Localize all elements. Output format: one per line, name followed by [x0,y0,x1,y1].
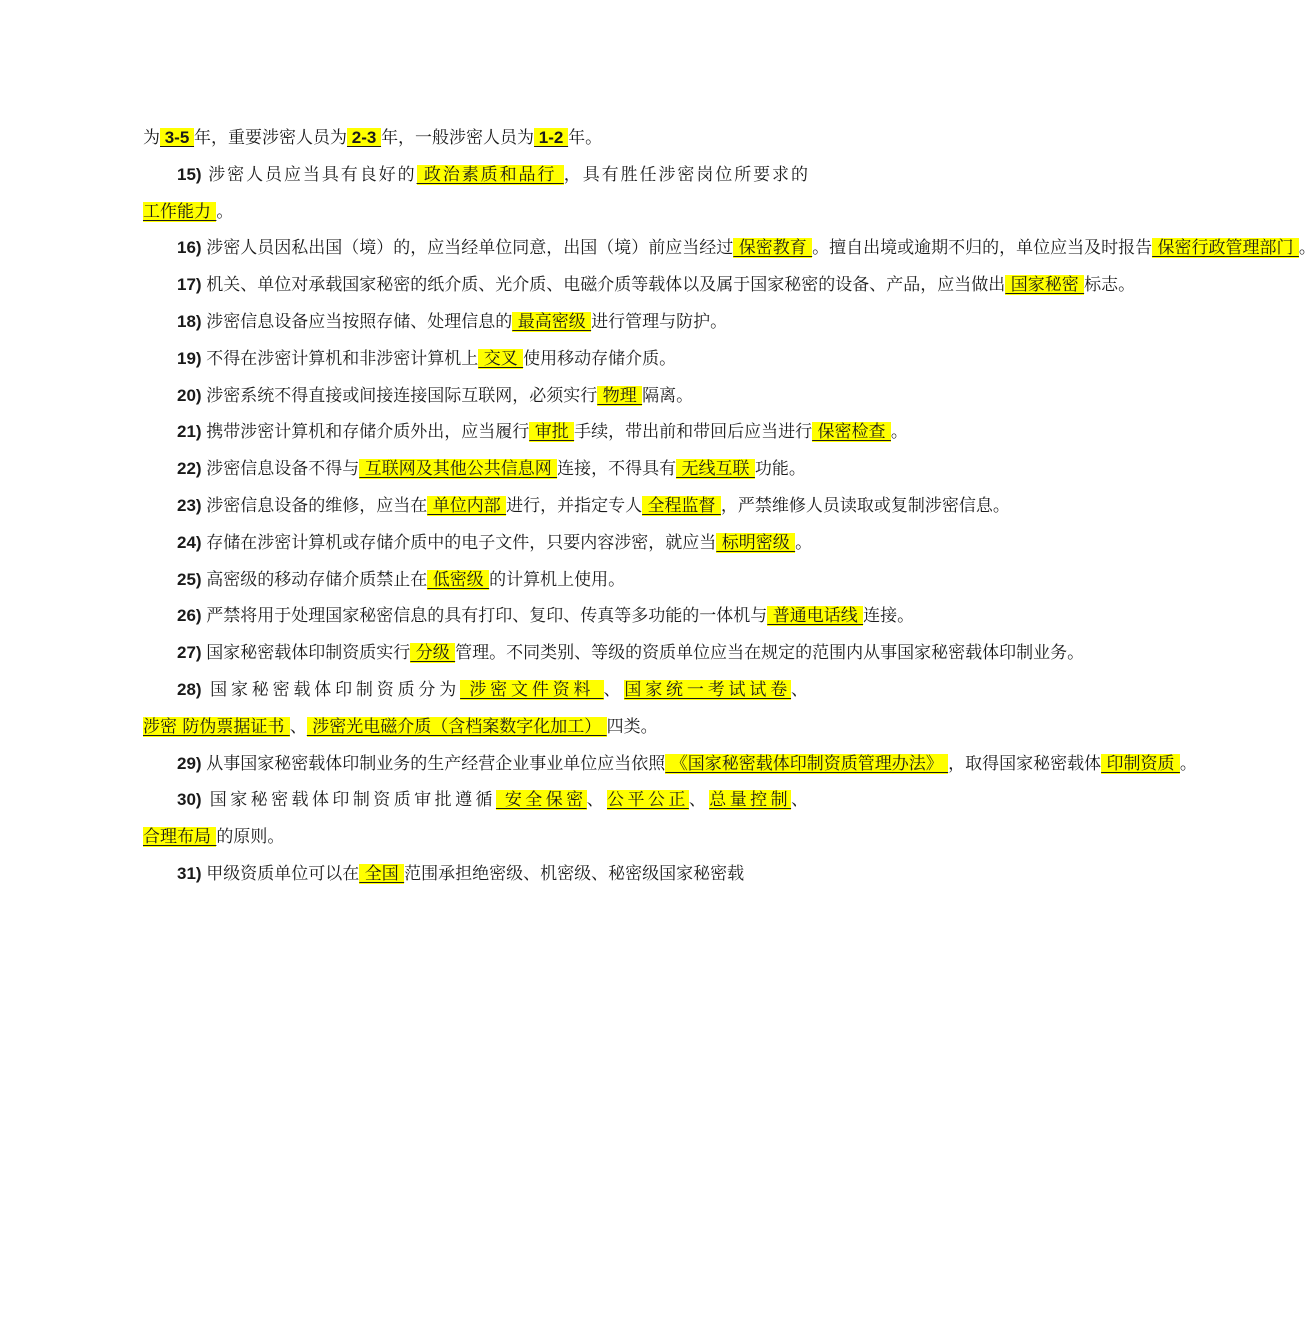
paragraph-17 [143,267,1136,304]
text-run: 。 [1298,238,1316,259]
text-run: 国家秘密载体印制资质分为 [210,679,461,700]
answer-blank: 印制资质 [1101,753,1180,774]
answer-blank: 单位内部 [427,495,507,516]
item-number: 22) [177,459,207,479]
paragraph-25 [143,562,808,599]
answer-blank: 工作能力 [143,201,217,222]
answer-blank: 无线互联 [676,459,755,480]
text-run: 连接。 [863,606,915,627]
text-run: ，具有胜任涉密岗位所要求的 [563,164,808,185]
item-number: 30) [177,790,210,810]
text-run: 涉密人员应当具有良好的 [208,164,417,185]
paragraph-27 [143,635,1085,672]
answer-blank: 涉密 防伪票据证书 [143,716,290,737]
text-run: 功能。 [754,459,806,480]
text-run: 年。 [568,128,603,148]
answer-blank: 保密教育 [733,238,813,259]
text-run: 高密级的移动存储介质禁止在 [206,569,428,590]
answer-blank: 涉密文件资料 [460,679,604,700]
text-run: 进行管理与防护。 [591,311,728,332]
item-number: 17) [177,275,207,295]
text-run: 年，重要涉密人员为 [194,128,348,148]
answer-blank: 合理布局 [143,827,217,848]
paragraph-20 [143,378,808,415]
paragraph-cont [143,120,808,157]
answer-blank: 《国家秘密载体印制资质管理办法》 [665,753,949,774]
paragraph-15 [143,157,808,231]
item-number: 25) [177,569,207,589]
answer-blank: 审批 [529,422,575,443]
text-run: 。 [216,201,234,222]
text-run: 的原则。 [216,827,285,848]
item-number: 21) [177,422,207,442]
paragraph-18 [143,304,808,341]
text-run: 。 [795,532,813,553]
text-run: 年，一般涉密人员为 [381,128,535,148]
text-run: 连接，不得具有 [557,459,677,480]
text-run: 机关、单位对承载国家秘密的纸介质、光介质、电磁介质等载体以及属于国家秘密的设备、产品，应当做出 [206,275,1006,296]
text-run: 涉密信息设备应当按照存储、处理信息的 [206,311,513,332]
text-run: 不得在涉密计算机和非涉密计算机上 [206,348,479,369]
text-run: 标志。 [1084,275,1136,296]
answer-blank: 公平公正 [607,790,689,811]
answer-blank: 国家秘密 [1005,275,1085,296]
text-run: 手续，带出前和带回后应当进行 [574,422,813,443]
answer-blank: 3-5 [160,128,195,147]
paragraph-26 [143,598,915,635]
answer-blank: 1-2 [534,128,569,147]
text-run: 使用移动存储介质。 [523,348,677,369]
item-number: 26) [177,606,207,626]
answer-blank: 保密行政管理部门 [1152,238,1299,259]
document-body [143,120,1316,893]
text-run: 、 [586,790,608,811]
answer-blank: 国家统一考试试卷 [624,679,792,700]
paragraph-16 [143,230,1316,267]
answer-blank: 标明密级 [716,532,796,553]
text-run: 的计算机上使用。 [489,569,626,590]
paragraph-19 [143,341,808,378]
paragraph-29 [143,746,1197,783]
paragraph-31 [143,856,808,893]
item-number: 28) [177,679,211,699]
text-run: 涉密人员因私出国（境）的，应当经单位同意，出国（境）前应当经过 [206,238,734,259]
answer-blank: 保密检查 [812,422,891,443]
text-run: 从事国家秘密载体印制业务的生产经营企业事业单位应当依照 [206,753,666,774]
text-run: 涉密系统不得直接或间接连接国际互联网，必须实行 [206,385,598,406]
item-number: 20) [177,385,207,405]
paragraph-21 [143,414,908,451]
text-run: 、 [791,790,809,811]
text-run: 、 [603,679,625,700]
paragraph-30 [143,782,808,856]
answer-blank: 交叉 [478,348,524,369]
text-run: 四类。 [606,716,658,737]
item-number: 19) [177,348,207,368]
text-run: 。 [1179,753,1197,774]
answer-blank: 低密级 [427,569,490,590]
paragraph-28 [143,672,808,746]
answer-blank: 互联网及其他公共信息网 [359,459,558,480]
paragraph-23 [143,488,1010,525]
text-run: 。擅自出境或逾期不归的，单位应当及时报告 [812,238,1153,259]
answer-blank: 全程监督 [642,495,721,516]
answer-blank: 政治素质和品行 [416,164,564,185]
paragraph-24 [143,525,813,562]
text-run: 存储在涉密计算机或存储介质中的电子文件，只要内容涉密，就应当 [206,532,717,553]
text-run: 进行，并指定专人 [506,495,643,516]
text-run: 国家秘密载体印制资质审批遵循 [209,790,496,811]
text-run: ，取得国家秘密载体 [948,753,1102,774]
item-number: 15) [177,164,209,184]
text-run: 严禁将用于处理国家秘密信息的具有打印、复印、传真等多功能的一体机与 [206,606,768,627]
answer-blank: 全国 [359,863,405,884]
text-run: 管理。不同类别、等级的资质单位应当在规定的范围内从事国家秘密载体印制业务。 [455,643,1085,664]
paragraph-22 [143,451,808,488]
item-number: 29) [177,753,207,773]
item-number: 16) [177,238,207,258]
item-number: 24) [177,532,207,552]
item-number: 18) [177,311,207,331]
text-run: 。 [890,422,908,443]
text-run: 涉密信息设备的维修，应当在 [206,495,428,516]
answer-blank: 安全保密 [495,790,587,811]
text-run: 、 [289,716,307,737]
text-run: 、 [688,790,710,811]
text-run: 携带涉密计算机和存储介质外出，应当履行 [206,422,530,443]
text-run: 为 [143,128,160,148]
text-run: ，严禁维修人员读取或复制涉密信息。 [720,495,1010,516]
answer-blank: 普通电话线 [767,606,864,627]
text-run: 国家秘密载体印制资质实行 [206,643,411,664]
text-run: 、 [791,679,809,700]
item-number: 27) [177,643,207,663]
answer-blank: 物理 [597,385,643,406]
text-run: 涉密信息设备不得与 [206,459,360,480]
answer-blank: 分级 [410,643,456,664]
text-run: 隔离。 [642,385,694,406]
item-number: 23) [177,495,207,515]
answer-blank: 最高密级 [512,311,592,332]
answer-blank: 涉密光电磁介质（含档案数字化加工） [306,716,607,737]
text-run: 范围承担绝密级、机密级、秘密级国家秘密载 [404,863,745,884]
answer-blank: 总量控制 [709,790,792,811]
item-number: 31) [177,863,207,883]
text-run: 甲级资质单位可以在 [206,863,360,884]
answer-blank: 2-3 [347,128,382,147]
